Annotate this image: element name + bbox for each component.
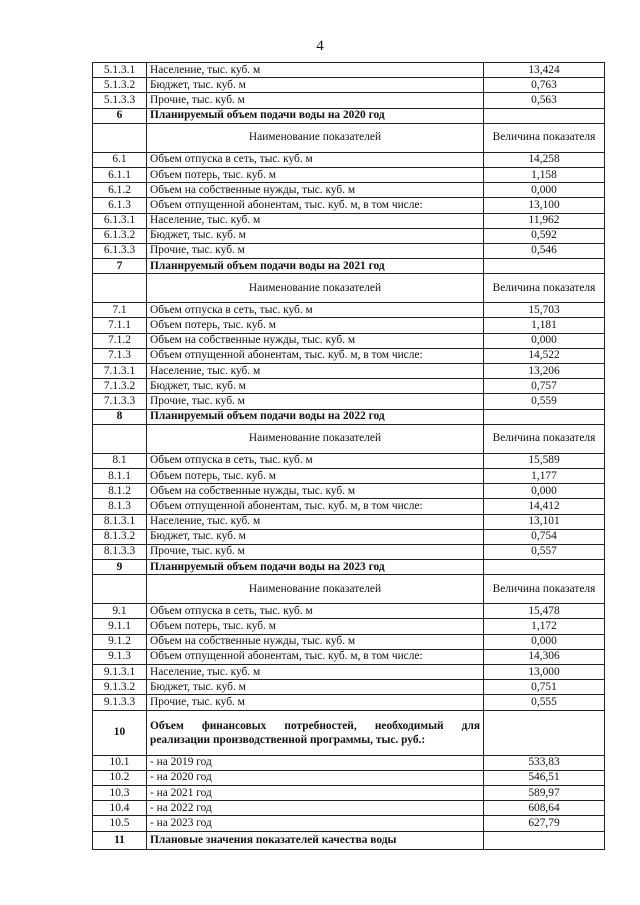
table-row xyxy=(93,680,605,695)
table-row xyxy=(93,453,605,468)
row-number: 10.2 xyxy=(93,770,147,785)
row-number: 5.1.3.2 xyxy=(93,78,147,93)
table-row xyxy=(93,78,605,93)
row-number: 9.1.3.1 xyxy=(93,665,147,680)
section-number: 6 xyxy=(93,108,147,123)
row-value: 0,000 xyxy=(484,484,605,499)
table-row xyxy=(93,228,605,243)
section-row xyxy=(93,710,605,755)
column-header-value: Величина показателя xyxy=(484,123,605,152)
row-label: - на 2023 год xyxy=(147,816,484,831)
section-number: 7 xyxy=(93,259,147,274)
row-value: 1,177 xyxy=(484,468,605,483)
row-label: Объем отпущенной абонентам, тыс. куб. м, в том числе: xyxy=(147,348,484,363)
empty-cell xyxy=(484,560,605,575)
row-value: 0,000 xyxy=(484,333,605,348)
section-number: 11 xyxy=(93,831,147,849)
table-row xyxy=(93,333,605,348)
row-label: - на 2020 год xyxy=(147,770,484,785)
row-number: 7.1.2 xyxy=(93,333,147,348)
page-number: 4 xyxy=(316,38,324,54)
table-row xyxy=(93,318,605,333)
empty-cell xyxy=(93,274,147,303)
table-row xyxy=(93,816,605,831)
column-header-value: Величина показателя xyxy=(484,274,605,303)
table-row xyxy=(93,379,605,394)
row-number: 6.1.3.3 xyxy=(93,243,147,258)
row-label: Население, тыс. куб. м xyxy=(147,665,484,680)
row-label: Объем отпущенной абонентам, тыс. куб. м, в том числе: xyxy=(147,499,484,514)
table-row xyxy=(93,770,605,785)
row-value: 14,306 xyxy=(484,649,605,664)
row-number: 7.1.3.1 xyxy=(93,364,147,379)
row-label: Объем на собственные нужды, тыс. куб. м xyxy=(147,183,484,198)
column-header-name: Наименование показателей xyxy=(147,575,484,604)
row-number: 7.1.3.2 xyxy=(93,379,147,394)
table-row xyxy=(93,183,605,198)
table-row xyxy=(93,604,605,619)
row-label: Объем отпуска в сеть, тыс. куб. м xyxy=(147,453,484,468)
table-row xyxy=(93,93,605,108)
row-value: 627,79 xyxy=(484,816,605,831)
row-label: Объем потерь, тыс. куб. м xyxy=(147,318,484,333)
table-row xyxy=(93,755,605,770)
row-value: 0,000 xyxy=(484,634,605,649)
column-header-name: Наименование показателей xyxy=(147,274,484,303)
row-value: 1,158 xyxy=(484,167,605,182)
row-number: 10.5 xyxy=(93,816,147,831)
row-number: 6.1.3 xyxy=(93,198,147,213)
table-row xyxy=(93,785,605,800)
row-value: 15,478 xyxy=(484,604,605,619)
water-supply-table xyxy=(92,62,605,850)
column-header-name: Наименование показателей xyxy=(147,123,484,152)
table-row xyxy=(93,649,605,664)
section-title: Плановые значения показателей качества воды xyxy=(147,831,484,849)
empty-cell xyxy=(484,259,605,274)
row-value: 11,962 xyxy=(484,213,605,228)
section-title: Планируемый объем подачи воды на 2020 год xyxy=(147,108,484,123)
row-value: 0,751 xyxy=(484,680,605,695)
row-value: 14,522 xyxy=(484,348,605,363)
row-value: 1,181 xyxy=(484,318,605,333)
table-row xyxy=(93,63,605,78)
row-label: Бюджет, тыс. куб. м xyxy=(147,680,484,695)
row-label: Объем отпуска в сеть, тыс. куб. м xyxy=(147,303,484,318)
row-value: 0,555 xyxy=(484,695,605,710)
row-label: Объем потерь, тыс. куб. м xyxy=(147,619,484,634)
row-label: Объем потерь, тыс. куб. м xyxy=(147,468,484,483)
row-value: 13,424 xyxy=(484,63,605,78)
table-row xyxy=(93,243,605,258)
empty-cell xyxy=(484,409,605,424)
table-row xyxy=(93,167,605,182)
row-label: Прочие, тыс. куб. м xyxy=(147,243,484,258)
table-row xyxy=(93,801,605,816)
table-row xyxy=(93,484,605,499)
row-value: 0,546 xyxy=(484,243,605,258)
row-number: 6.1.3.2 xyxy=(93,228,147,243)
row-value: 14,412 xyxy=(484,499,605,514)
table-row xyxy=(93,152,605,167)
row-label: Объем на собственные нужды, тыс. куб. м xyxy=(147,333,484,348)
row-value: 14,258 xyxy=(484,152,605,167)
row-number: 8.1.3 xyxy=(93,499,147,514)
row-value: 13,100 xyxy=(484,198,605,213)
table-row xyxy=(93,213,605,228)
row-label: Объем на собственные нужды, тыс. куб. м xyxy=(147,634,484,649)
section-title: Планируемый объем подачи воды на 2021 год xyxy=(147,259,484,274)
row-label: - на 2022 год xyxy=(147,801,484,816)
table-body xyxy=(93,63,605,850)
row-number: 6.1.2 xyxy=(93,183,147,198)
row-number: 9.1.3 xyxy=(93,649,147,664)
row-number: 8.1.2 xyxy=(93,484,147,499)
table-row xyxy=(93,303,605,318)
table-row xyxy=(93,695,605,710)
row-value: 0,757 xyxy=(484,379,605,394)
row-label: Население, тыс. куб. м xyxy=(147,63,484,78)
row-value: 0,563 xyxy=(484,93,605,108)
section-title: Планируемый объем подачи воды на 2022 год xyxy=(147,409,484,424)
row-label: - на 2021 год xyxy=(147,785,484,800)
row-value: 0,557 xyxy=(484,544,605,559)
row-number: 7.1.1 xyxy=(93,318,147,333)
row-value: 0,000 xyxy=(484,183,605,198)
column-header-row xyxy=(93,123,605,152)
section-title: Объем финансовых потребностей, необходимый для реализации производственной программы, тыс. руб.: xyxy=(147,710,484,755)
column-header-row xyxy=(93,424,605,453)
column-header-row xyxy=(93,274,605,303)
row-number: 6.1.1 xyxy=(93,167,147,182)
row-value: 0,592 xyxy=(484,228,605,243)
row-number: 5.1.3.1 xyxy=(93,63,147,78)
row-number: 7.1.3 xyxy=(93,348,147,363)
row-value: 608,64 xyxy=(484,801,605,816)
row-label: Бюджет, тыс. куб. м xyxy=(147,228,484,243)
row-number: 8.1.1 xyxy=(93,468,147,483)
row-number: 9.1.3.2 xyxy=(93,680,147,695)
row-value: 1,172 xyxy=(484,619,605,634)
row-number: 9.1.3.3 xyxy=(93,695,147,710)
row-number: 8.1.3.3 xyxy=(93,544,147,559)
table-row xyxy=(93,499,605,514)
row-value: 13,000 xyxy=(484,665,605,680)
row-label: Бюджет, тыс. куб. м xyxy=(147,529,484,544)
row-value: 0,559 xyxy=(484,394,605,409)
table-row xyxy=(93,619,605,634)
empty-cell xyxy=(484,710,605,755)
table-row xyxy=(93,364,605,379)
section-row xyxy=(93,560,605,575)
row-value: 546,51 xyxy=(484,770,605,785)
row-label: Объем отпущенной абонентам, тыс. куб. м, в том числе: xyxy=(147,649,484,664)
row-value: 0,763 xyxy=(484,78,605,93)
section-number: 8 xyxy=(93,409,147,424)
section-row xyxy=(93,108,605,123)
section-row xyxy=(93,409,605,424)
column-header-value: Величина показателя xyxy=(484,424,605,453)
row-label: Население, тыс. куб. м xyxy=(147,213,484,228)
table-row xyxy=(93,665,605,680)
table-row xyxy=(93,514,605,529)
row-value: 533,83 xyxy=(484,755,605,770)
row-label: Прочие, тыс. куб. м xyxy=(147,695,484,710)
empty-cell xyxy=(484,108,605,123)
row-value: 15,703 xyxy=(484,303,605,318)
row-number: 8.1.3.2 xyxy=(93,529,147,544)
row-number: 9.1.2 xyxy=(93,634,147,649)
row-value: 15,589 xyxy=(484,453,605,468)
table-row xyxy=(93,394,605,409)
row-number: 6.1.3.1 xyxy=(93,213,147,228)
row-value: 13,206 xyxy=(484,364,605,379)
column-header-row xyxy=(93,575,605,604)
row-label: Объем потерь, тыс. куб. м xyxy=(147,167,484,182)
row-number: 10.1 xyxy=(93,755,147,770)
row-value: 13,101 xyxy=(484,514,605,529)
row-label: Бюджет, тыс. куб. м xyxy=(147,78,484,93)
section-row xyxy=(93,831,605,849)
row-label: Население, тыс. куб. м xyxy=(147,514,484,529)
row-number: 8.1 xyxy=(93,453,147,468)
row-label: Прочие, тыс. куб. м xyxy=(147,93,484,108)
row-number: 7.1.3.3 xyxy=(93,394,147,409)
row-label: Прочие, тыс. куб. м xyxy=(147,544,484,559)
section-number: 10 xyxy=(93,710,147,755)
row-label: Объем отпуска в сеть, тыс. куб. м xyxy=(147,604,484,619)
row-value: 589,97 xyxy=(484,785,605,800)
row-label: Объем отпущенной абонентам, тыс. куб. м, в том числе: xyxy=(147,198,484,213)
row-number: 10.4 xyxy=(93,801,147,816)
row-number: 10.3 xyxy=(93,785,147,800)
row-label: Прочие, тыс. куб. м xyxy=(147,394,484,409)
row-number: 6.1 xyxy=(93,152,147,167)
column-header-value: Величина показателя xyxy=(484,575,605,604)
empty-cell xyxy=(93,575,147,604)
row-label: Объем на собственные нужды, тыс. куб. м xyxy=(147,484,484,499)
row-value: 0,754 xyxy=(484,529,605,544)
table-row xyxy=(93,544,605,559)
row-number: 9.1.1 xyxy=(93,619,147,634)
row-label: - на 2019 год xyxy=(147,755,484,770)
row-number: 9.1 xyxy=(93,604,147,619)
row-number: 5.1.3.3 xyxy=(93,93,147,108)
row-number: 8.1.3.1 xyxy=(93,514,147,529)
empty-cell xyxy=(484,831,605,849)
table-row xyxy=(93,198,605,213)
table-row xyxy=(93,634,605,649)
table-row xyxy=(93,529,605,544)
table-row xyxy=(93,348,605,363)
section-title: Планируемый объем подачи воды на 2023 год xyxy=(147,560,484,575)
column-header-name: Наименование показателей xyxy=(147,424,484,453)
row-label: Население, тыс. куб. м xyxy=(147,364,484,379)
row-label: Объем отпуска в сеть, тыс. куб. м xyxy=(147,152,484,167)
section-number: 9 xyxy=(93,560,147,575)
row-label: Бюджет, тыс. куб. м xyxy=(147,379,484,394)
row-number: 7.1 xyxy=(93,303,147,318)
empty-cell xyxy=(93,123,147,152)
section-row xyxy=(93,259,605,274)
empty-cell xyxy=(93,424,147,453)
table-row xyxy=(93,468,605,483)
